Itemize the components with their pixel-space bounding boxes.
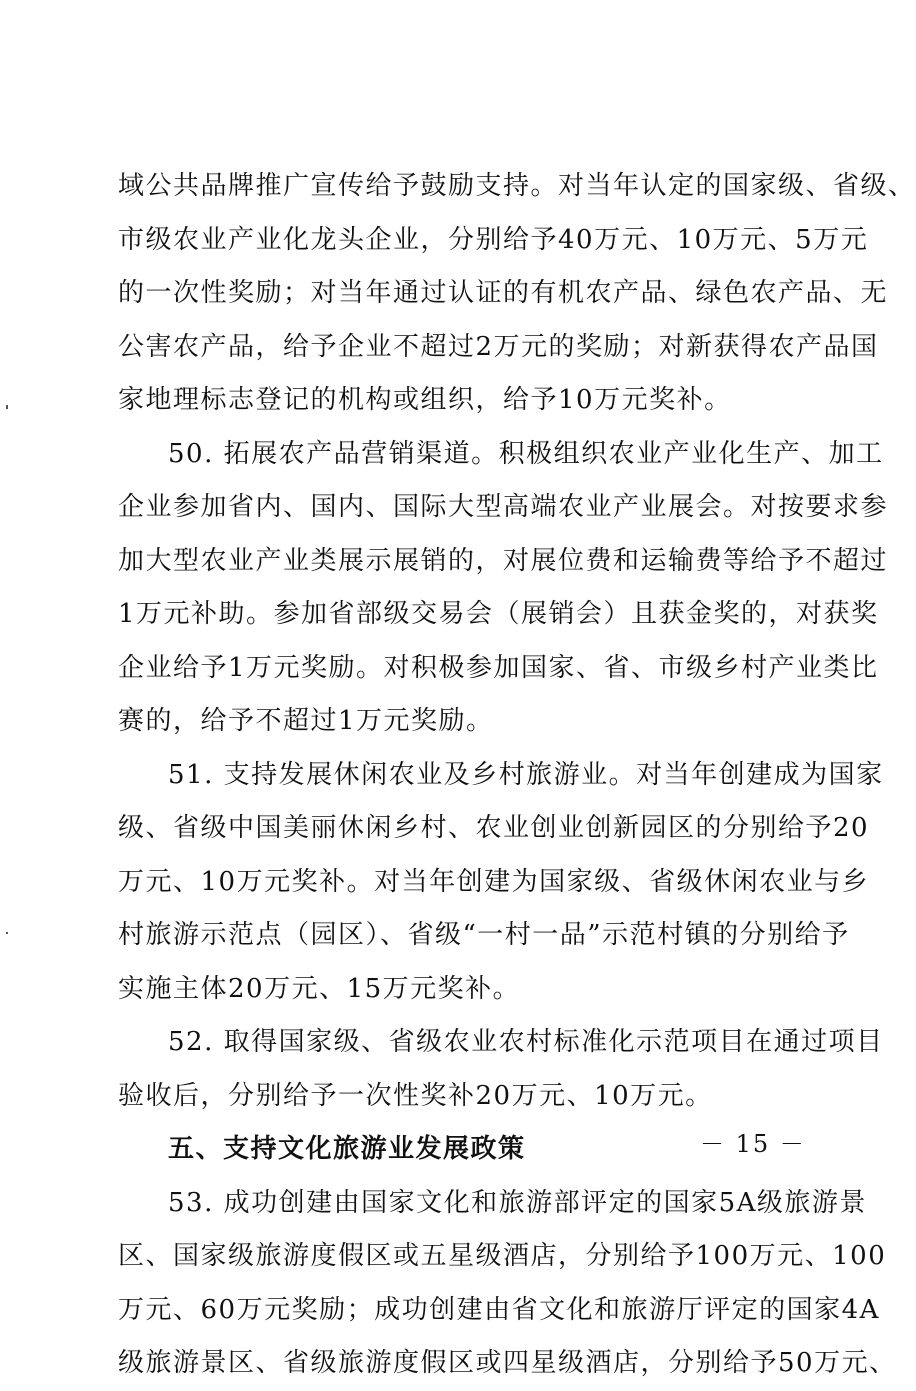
text-line: 级、省级中国美丽休闲乡村、农业创业创新园区的分别给予20	[118, 813, 870, 843]
text-line: 加大型农业产业类展示展销的，对展位费和运输费等给予不超过	[118, 545, 889, 576]
body-text	[118, 160, 916, 1391]
paragraph-50-start: 50. 拓展农产品营销渠道。积极组织农业产业化生产、加工	[168, 438, 884, 469]
scan-speck	[6, 932, 8, 934]
text-line: 万元、10万元奖补。对当年创建为国家级、省级休闲农业与乡	[118, 866, 870, 897]
text-line: 实施主体20万元、15万元奖补。	[118, 973, 521, 1004]
text-line: 区、国家级旅游度假区或五星级酒店，分别给予100万元、100	[118, 1241, 887, 1271]
paragraph-52-start: 52. 取得国家级、省级农业农村标准化示范项目在通过项目	[168, 1027, 884, 1057]
text-line: 的一次性奖励；对当年通过认证的有机农产品、绿色农产品、无	[118, 278, 889, 308]
text-line: 级旅游景区、省级旅游度假区或四星级酒店，分别给予50万元、	[118, 1348, 897, 1378]
text-line: 公害农产品，给予企业不超过2万元的奖励；对新获得农产品国	[118, 331, 879, 362]
text-line: 1万元补助。参加省部级交易会（展销会）且获金奖的，对获奖	[118, 599, 879, 629]
text-line: 验收后，分别给予一次性奖补20万元、10万元。	[118, 1080, 713, 1111]
text-line: 企业给予1万元奖励。对积极参加国家、省、市级乡村产业类比	[118, 652, 879, 683]
text-line: 市级农业产业化龙头企业，分别给予40万元、10万元、5万元	[118, 224, 869, 255]
paragraph-51-start: 51. 支持发展休闲农业及乡村旅游业。对当年创建成为国家	[168, 759, 884, 790]
paragraph-53-start: 53. 成功创建由国家文化和旅游部评定的国家5A级旅游景	[168, 1187, 867, 1218]
text-line: 万元、60万元奖励；成功创建由省文化和旅游厅评定的国家4A	[118, 1294, 880, 1325]
text-line: 企业参加省内、国内、国际大型高端农业产业展会。对按要求参	[118, 492, 889, 522]
text-line: 村旅游示范点（园区）、省级“一村一品”示范村镇的分别给予	[118, 920, 850, 950]
scan-speck	[6, 405, 8, 409]
section-heading: 五、支持文化旅游业发展政策	[168, 1134, 526, 1164]
page-number: － 15 －	[700, 1130, 806, 1158]
text-line: 家地理标志登记的机构或组织，给予10万元奖补。	[118, 385, 732, 415]
text-line: 赛的，给予不超过1万元奖励。	[118, 706, 494, 736]
text-line: 域公共品牌推广宣传给予鼓励支持。对当年认定的国家级、省级、	[118, 171, 916, 201]
